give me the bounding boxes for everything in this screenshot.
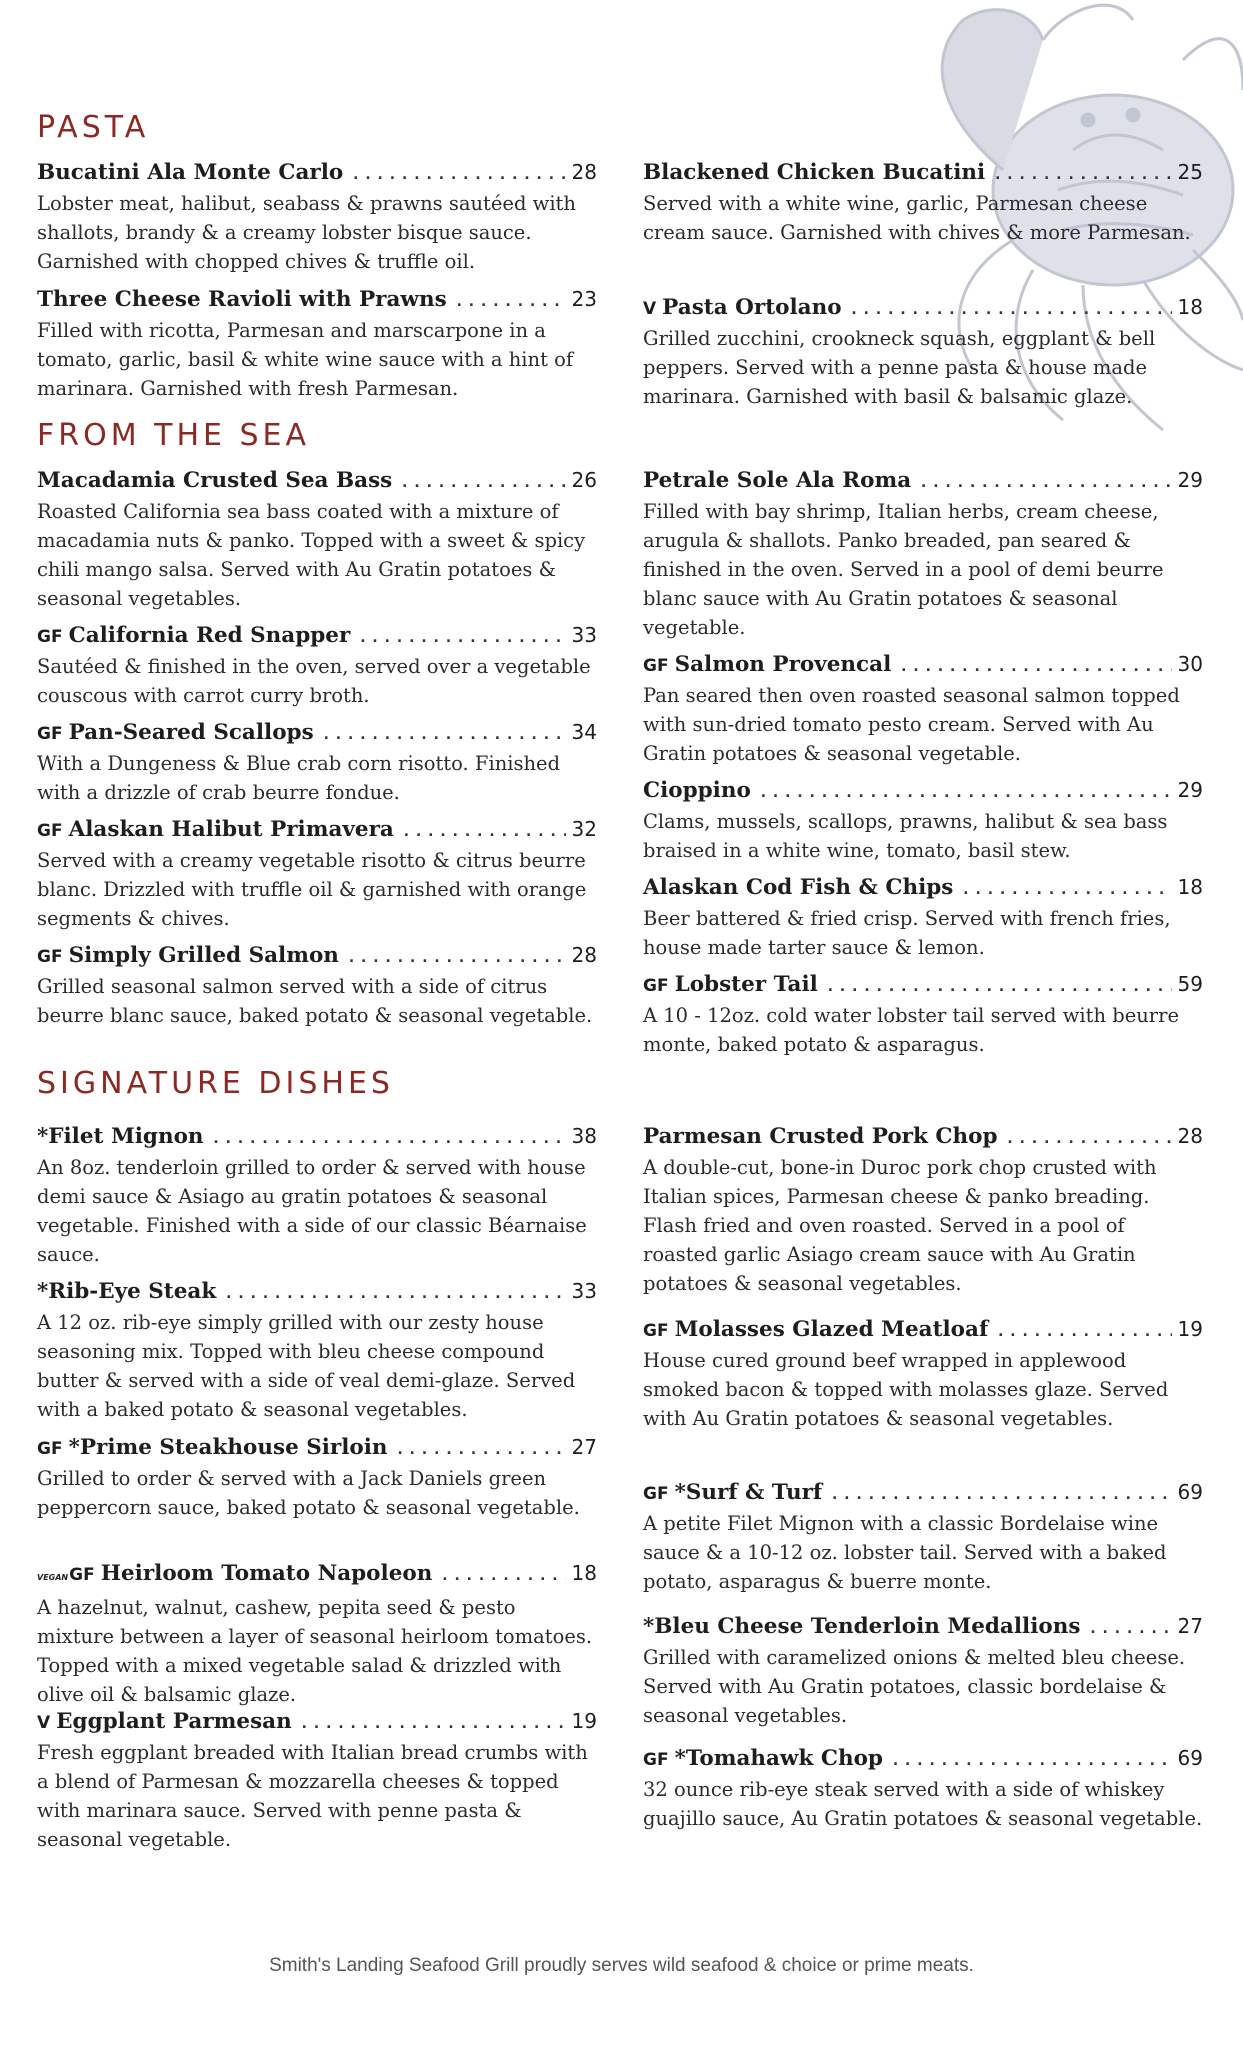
item-description: Grilled to order & served with a Jack Daniels green peppercorn sauce, baked potato & seasonal vegetable. <box>37 1467 580 1519</box>
gluten-free-badge: GF <box>643 976 669 996</box>
item-name: Petrale Sole Ala Roma <box>643 468 912 493</box>
item-price: 28 <box>1177 1124 1203 1148</box>
item-name: Bucatini Ala Monte Carlo <box>37 160 344 185</box>
item-name: *Tomahawk Chop <box>674 1746 883 1771</box>
item-price: 69 <box>1177 1480 1203 1504</box>
menu-item-pan-seared-scallops <box>37 717 597 807</box>
menu-item-rib-eye-steak <box>37 1276 597 1424</box>
section-title-pasta: PASTA <box>37 110 150 145</box>
item-description: 32 ounce rib-eye steak served with a side of whiskey guajillo sauce, Au Gratin potatoes & seasonal vegetable. <box>643 1778 1203 1830</box>
menu-item-tomahawk-chop <box>643 1743 1203 1833</box>
item-name: California Red Snapper <box>68 623 351 648</box>
menu-item-eggplant-parmesan <box>37 1706 597 1854</box>
item-name: Simply Grilled Salmon <box>68 943 339 968</box>
item-name: Blackened Chicken Bucatini <box>643 160 986 185</box>
leader-dots <box>850 294 1172 324</box>
item-description: House cured ground beef wrapped in applewood smoked bacon & topped with molasses glaze. Served with Au Gratin potatoes & seasonal vegetables. <box>643 1349 1169 1430</box>
item-price: 33 <box>571 1279 597 1303</box>
leader-dots <box>1088 1613 1171 1643</box>
item-name: Pasta Ortolano <box>662 295 842 320</box>
item-name: Parmesan Crusted Pork Chop <box>643 1124 998 1149</box>
item-description: Grilled seasonal salmon served with a side of citrus beurre blanc sauce, baked potato & seasonal vegetable. <box>37 975 593 1027</box>
item-description: A double-cut, bone-in Duroc pork chop crusted with Italian spices, Parmesan cheese & panko breading. Flash fried and oven roasted. Served in a pool of roasted garlic Asiago cream sauce with Au Gratin potatoes & seasonal vegetables. <box>643 1156 1157 1295</box>
menu-item-bleu-cheese-medallions <box>643 1611 1203 1730</box>
item-description: With a Dungeness & Blue crab corn risotto. Finished with a drizzle of crab beurre fondue. <box>37 752 561 804</box>
gluten-free-badge: GF <box>37 724 63 744</box>
item-description: A 12 oz. rib-eye simply grilled with our zesty house seasoning mix. Topped with bleu cheese compound butter & served with a side of veal demi-glaze. Served with a baked potato & seasonal vegetables. <box>37 1311 576 1421</box>
item-price: 27 <box>1177 1614 1203 1638</box>
gluten-free-badge: GF <box>37 1439 63 1459</box>
menu-item-salmon-provencal <box>643 649 1203 768</box>
leader-dots <box>899 651 1171 681</box>
item-name: Alaskan Cod Fish & Chips <box>643 875 954 900</box>
vegetarian-badge: V <box>643 299 657 319</box>
item-name: Lobster Tail <box>674 972 818 997</box>
menu-item-cioppino <box>643 775 1203 865</box>
menu-item-blackened-chicken-bucatini <box>643 157 1203 247</box>
item-price: 25 <box>1177 160 1203 184</box>
gluten-free-badge: GF <box>643 1750 669 1770</box>
item-price: 59 <box>1177 972 1203 996</box>
item-description: Served with a white wine, garlic, Parmesan cheese cream sauce. Garnished with chives & more Parmesan. <box>643 192 1191 244</box>
menu-item-filet-mignon <box>37 1121 597 1269</box>
item-name: Eggplant Parmesan <box>56 1709 292 1734</box>
item-description: Lobster meat, halibut, seabass & prawns sautéed with shallots, brandy & a creamy lobster bisque sauce. Garnished with chopped chives & truffle oil. <box>37 192 576 273</box>
item-description: Pan seared then oven roasted seasonal salmon topped with sun-dried tomato pesto cream. Served with Au Gratin potatoes & seasonal vegetable. <box>643 684 1180 765</box>
menu-item-cod-fish-chips <box>643 872 1203 962</box>
item-name: *Rib-Eye Steak <box>37 1279 217 1304</box>
leader-dots <box>224 1278 565 1308</box>
item-price: 28 <box>571 160 597 184</box>
item-name: Alaskan Halibut Primavera <box>68 817 394 842</box>
leader-dots <box>961 874 1171 904</box>
menu-item-simply-grilled-salmon <box>37 940 597 1030</box>
item-price: 28 <box>571 943 597 967</box>
item-price: 32 <box>571 817 597 841</box>
leader-dots <box>759 777 1172 807</box>
menu-item-red-snapper <box>37 620 597 710</box>
menu-item-prime-sirloin <box>37 1432 597 1522</box>
item-name: *Surf & Turf <box>674 1480 823 1505</box>
section-title-signature-dishes: SIGNATURE DISHES <box>37 1066 394 1101</box>
leader-dots <box>826 971 1172 1001</box>
gluten-free-badge: GF <box>37 627 63 647</box>
leader-dots <box>212 1123 566 1153</box>
gluten-free-badge: GF <box>643 656 669 676</box>
item-price: 23 <box>571 287 597 311</box>
item-description: A 10 - 12oz. cold water lobster tail served with beurre monte, baked potato & asparagus. <box>643 1004 1179 1056</box>
leader-dots <box>358 622 565 652</box>
item-price: 19 <box>1177 1317 1203 1341</box>
item-description: An 8oz. tenderloin grilled to order & served with house demi sauce & Asiago au gratin potatoes & seasonal vegetable. Finished with a side of our classic Béarnaise sauce. <box>37 1156 587 1266</box>
item-price: 38 <box>571 1124 597 1148</box>
gluten-free-badge: GF <box>37 947 63 967</box>
leader-dots <box>455 286 566 316</box>
item-price: 27 <box>571 1435 597 1459</box>
vegan-badge: VEGAN <box>37 1573 69 1582</box>
item-price: 69 <box>1177 1746 1203 1770</box>
leader-dots <box>440 1560 565 1590</box>
leader-dots <box>300 1708 566 1738</box>
item-price: 18 <box>571 1561 597 1585</box>
item-price: 29 <box>1177 468 1203 492</box>
item-description: Served with a creamy vegetable risotto & citrus beurre blanc. Drizzled with truffle oil & garnished with orange segments & chives. <box>37 849 587 930</box>
item-name: *Bleu Cheese Tenderloin Medallions <box>643 1614 1081 1639</box>
item-name: Macadamia Crusted Sea Bass <box>37 468 393 493</box>
item-name: *Prime Steakhouse Sirloin <box>68 1435 388 1460</box>
gluten-free-badge: GF <box>643 1484 669 1504</box>
menu-item-lobster-tail <box>643 969 1203 1059</box>
item-price: 30 <box>1177 652 1203 676</box>
item-price: 34 <box>571 720 597 744</box>
leader-dots <box>891 1745 1172 1775</box>
menu-item-heirloom-napoleon <box>37 1558 597 1709</box>
item-description: Filled with ricotta, Parmesan and marscarpone in a tomato, garlic, basil & white wine sauce with a hint of marinara. Garnished with fresh Parmesan. <box>37 319 574 400</box>
leader-dots <box>996 1316 1171 1346</box>
leader-dots <box>322 719 566 749</box>
leader-dots <box>919 467 1171 497</box>
leader-dots <box>396 1434 566 1464</box>
leader-dots <box>351 159 565 189</box>
vegetarian-badge: V <box>37 1713 51 1733</box>
menu-item-pasta-ortolano <box>643 292 1203 411</box>
leader-dots <box>993 159 1171 189</box>
item-description: Beer battered & fried crisp. Served with french fries, house made tarter sauce & lemon. <box>643 907 1171 959</box>
item-name: Pan-Seared Scallops <box>68 720 314 745</box>
menu-item-molasses-meatloaf <box>643 1314 1203 1433</box>
item-price: 26 <box>571 468 597 492</box>
leader-dots <box>400 467 565 497</box>
item-name: Heirloom Tomato Napoleon <box>100 1561 433 1586</box>
item-name: *Filet Mignon <box>37 1124 204 1149</box>
item-description: Filled with bay shrimp, Italian herbs, cream cheese, arugula & shallots. Panko breaded, pan seared & finished in the oven. Served in a pool of demi beurre blanc sauce with Au Gratin potatoes & seasonal vegetable. <box>643 500 1164 639</box>
gluten-free-badge: GF <box>69 1565 95 1585</box>
menu-item-surf-and-turf <box>643 1477 1203 1596</box>
menu-item-pork-chop <box>643 1121 1203 1298</box>
item-description: Sautéed & finished in the oven, served over a vegetable couscous with carrot curry broth. <box>37 655 591 707</box>
item-price: 19 <box>571 1709 597 1733</box>
item-description: Grilled zucchini, crookneck squash, eggplant & bell peppers. Served with a penne pasta & house made marinara. Garnished with basil & balsamic glaze. <box>643 327 1156 408</box>
item-price: 18 <box>1177 875 1203 899</box>
leader-dots <box>402 816 566 846</box>
item-description: A petite Filet Mignon with a classic Bordelaise wine sauce & a 10-12 oz. lobster tail. Served with a baked potato, asparagus & buerre monte. <box>643 1512 1167 1593</box>
menu-item-bucatini-monte-carlo <box>37 157 597 276</box>
menu-item-petrale-sole <box>643 465 1203 642</box>
menu-item-macadamia-sea-bass <box>37 465 597 613</box>
leader-dots <box>830 1479 1171 1509</box>
item-description: A hazelnut, walnut, cashew, pepita seed & pesto mixture between a layer of seasonal heirloom tomatoes. Topped with a mixed vegetable salad & drizzled with olive oil & balsamic glaze. <box>37 1596 593 1706</box>
item-price: 18 <box>1177 295 1203 319</box>
item-name: Cioppino <box>643 778 751 803</box>
item-name: Salmon Provencal <box>674 652 892 677</box>
item-price: 29 <box>1177 778 1203 802</box>
item-description: Clams, mussels, scallops, prawns, halibut & sea bass braised in a white wine, tomato, basil stew. <box>643 810 1168 862</box>
item-description: Grilled with caramelized onions & melted bleu cheese. Served with Au Gratin potatoes, classic bordelaise & seasonal vegetables. <box>643 1646 1186 1727</box>
leader-dots <box>347 942 566 972</box>
menu-item-three-cheese-ravioli <box>37 284 597 403</box>
section-title-from-the-sea: FROM THE SEA <box>37 418 311 453</box>
footer-note: Smith's Landing Seafood Grill proudly serves wild seafood & choice or prime meats. <box>269 1955 974 1976</box>
gluten-free-badge: GF <box>643 1321 669 1341</box>
item-name: Three Cheese Ravioli with Prawns <box>37 287 447 312</box>
leader-dots <box>1006 1123 1172 1153</box>
item-description: Roasted California sea bass coated with a mixture of macadamia nuts & panko. Topped with a sweet & spicy chili mango salsa. Served with Au Gratin potatoes & seasonal vegetables. <box>37 500 586 610</box>
gluten-free-badge: GF <box>37 821 63 841</box>
item-name: Molasses Glazed Meatloaf <box>674 1317 989 1342</box>
item-price: 33 <box>571 623 597 647</box>
item-description: Fresh eggplant breaded with Italian bread crumbs with a blend of Parmesan & mozzarella cheeses & topped with marinara sauce. Served with penne pasta & seasonal vegetable. <box>37 1741 588 1851</box>
menu-item-halibut-primavera <box>37 814 597 933</box>
